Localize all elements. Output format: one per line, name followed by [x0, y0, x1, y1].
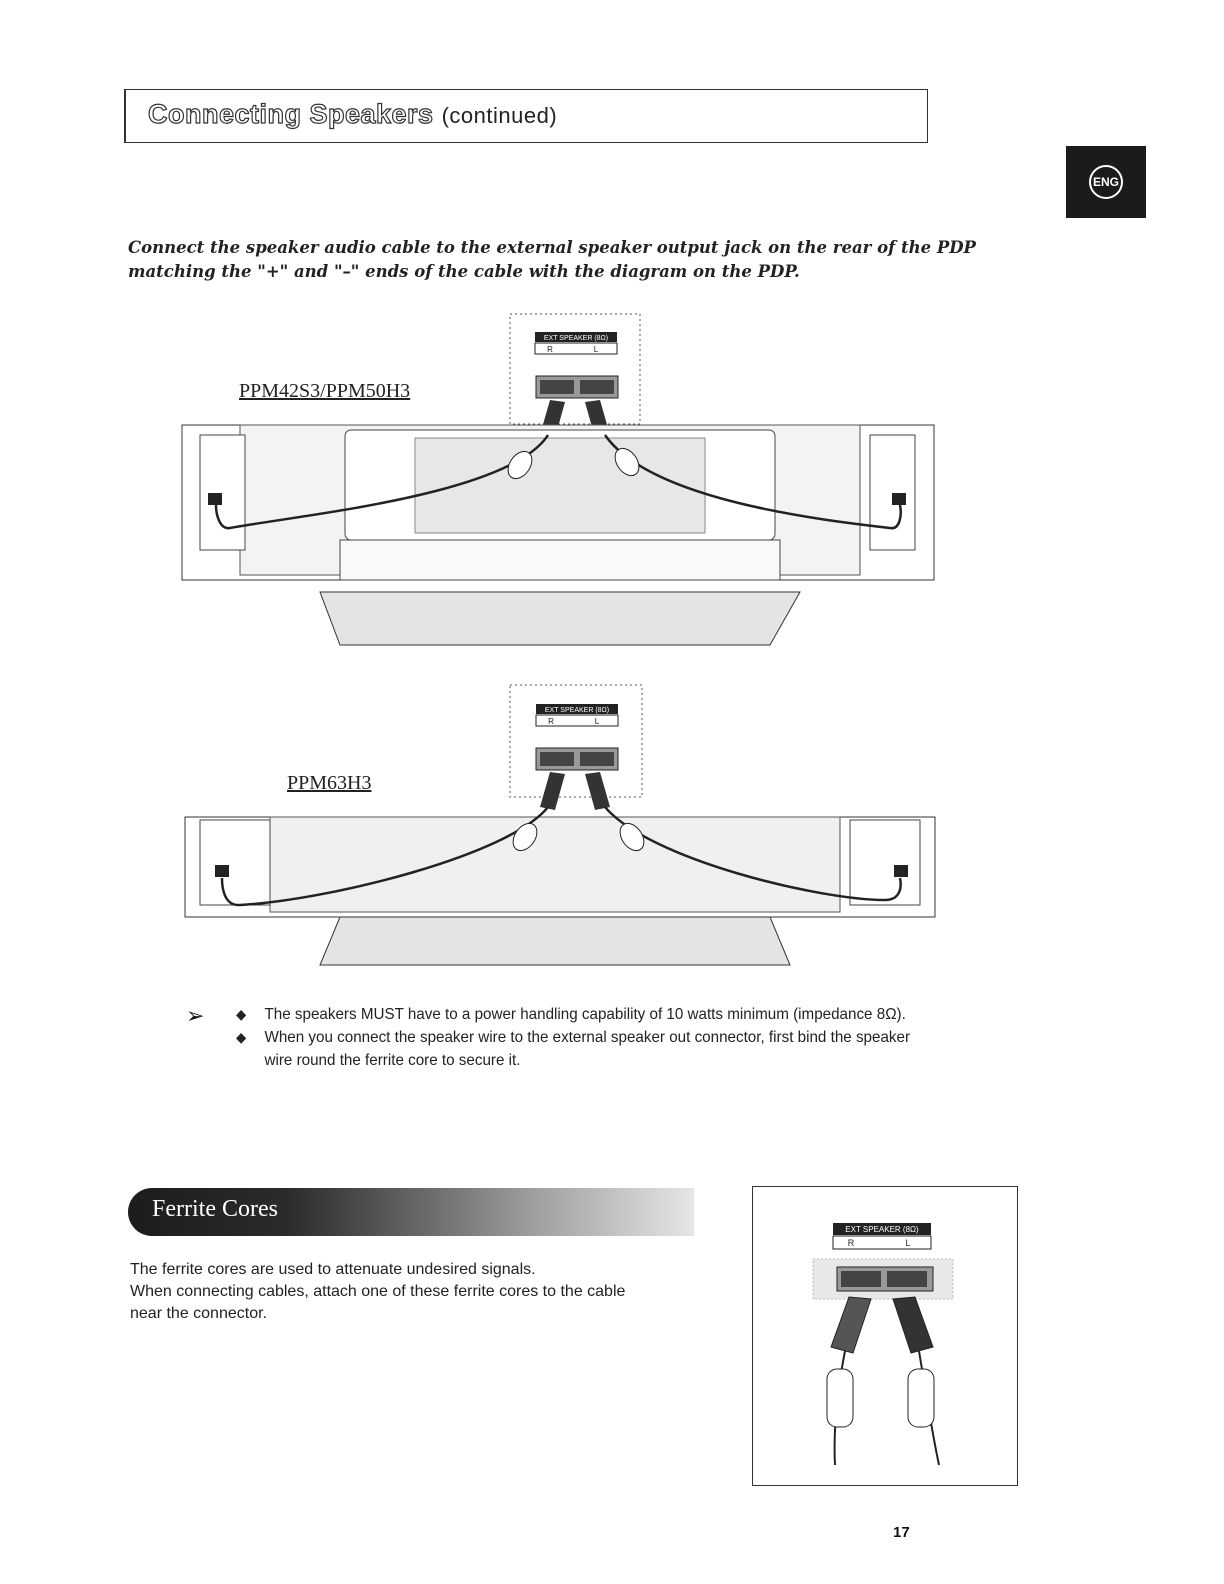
speaker-right-jack — [894, 865, 908, 877]
jack-label-text: EXT SPEAKER (8Ω) — [845, 1225, 919, 1234]
page-title-text: Connecting Speakers — [148, 99, 434, 129]
diamond-bullet-icon: ◆ — [236, 1006, 247, 1022]
page-title — [148, 99, 557, 130]
speaker-left — [200, 820, 270, 905]
jack-zoom-inset — [510, 685, 642, 797]
language-tab — [1066, 146, 1146, 218]
terminal-left — [580, 380, 614, 394]
terminal-right — [540, 752, 574, 766]
ferrite-illustration-frame — [752, 1186, 1018, 1486]
tv-stand-post — [340, 540, 780, 580]
notes-list — [236, 1003, 956, 1072]
note-text: When you connect the speaker wire to the external speaker out connector, first bind the speaker wire round the ferrite core to secure it. — [264, 1029, 911, 1069]
terminal-right — [540, 380, 574, 394]
ferrite-core-right — [908, 1369, 934, 1427]
speaker-right — [870, 435, 915, 550]
tv-stand-base — [320, 592, 800, 645]
jack-zoom-inset — [510, 314, 640, 424]
terminal-left — [580, 752, 614, 766]
tv-rear-diagram-1 — [180, 310, 980, 655]
speaker-right-jack — [892, 493, 906, 505]
tv-rear-panel — [270, 817, 840, 912]
jack-label-text: EXT SPEAKER (8Ω) — [543, 335, 609, 342]
ferrite-line: near the connector. — [130, 1305, 267, 1322]
model-label-1: PPM42S3/PPM50H3 — [239, 380, 411, 402]
note-item — [236, 1026, 920, 1072]
jack-channel-l: L — [593, 345, 599, 354]
plug-left — [540, 772, 565, 810]
ferrite-paragraph — [130, 1259, 690, 1325]
jack-channel-r: R — [847, 1238, 855, 1248]
jack-channel-r: R — [547, 345, 553, 354]
note-text: The speakers MUST have to a power handling capability of 10 watts minimum (impedance 8Ω). — [264, 1006, 906, 1023]
language-badge: ENG — [1089, 165, 1123, 199]
terminal-right — [841, 1271, 881, 1287]
ferrite-illustration — [753, 1187, 1017, 1485]
speaker-left-jack — [208, 493, 222, 505]
section-header-box — [124, 89, 928, 143]
note-arrow-icon: ➢ — [186, 1003, 205, 1028]
note-item — [236, 1003, 920, 1026]
ferrite-core-left — [827, 1369, 853, 1427]
ferrite-section-header — [128, 1188, 694, 1236]
intro-paragraph: Connect the speaker audio cable to the external speaker output jack on the rear of the PDP matching the "+" and "–" ends of the cable with the diagram on the PDP. — [128, 238, 976, 281]
model-label-2: PPM63H3 — [287, 772, 372, 794]
ferrite-line: When connecting cables, attach one of these ferrite cores to the cable — [130, 1283, 626, 1300]
ferrite-line: The ferrite cores are used to attenuate undesired signals. — [130, 1261, 536, 1278]
plug-right — [585, 772, 610, 810]
jack-channel-l: L — [905, 1238, 911, 1248]
page-subtitle: (continued) — [441, 103, 558, 128]
speaker-left-jack — [215, 865, 229, 877]
ferrite-section-title: Ferrite Cores — [152, 1196, 278, 1222]
plug-left — [831, 1297, 871, 1353]
terminal-left — [887, 1271, 927, 1287]
jack-label-text: EXT SPEAKER (8Ω) — [544, 707, 610, 714]
speaker-right — [850, 820, 920, 905]
tv-stand-base — [320, 917, 790, 965]
jack-channel-l: L — [594, 717, 600, 726]
diamond-bullet-icon: ◆ — [236, 1029, 247, 1045]
tv-rear-diagram-2 — [180, 680, 960, 970]
page-number: 17 — [893, 1524, 910, 1541]
plug-right — [893, 1297, 933, 1353]
speaker-left — [200, 435, 245, 550]
jack-channel-r: R — [548, 717, 554, 726]
